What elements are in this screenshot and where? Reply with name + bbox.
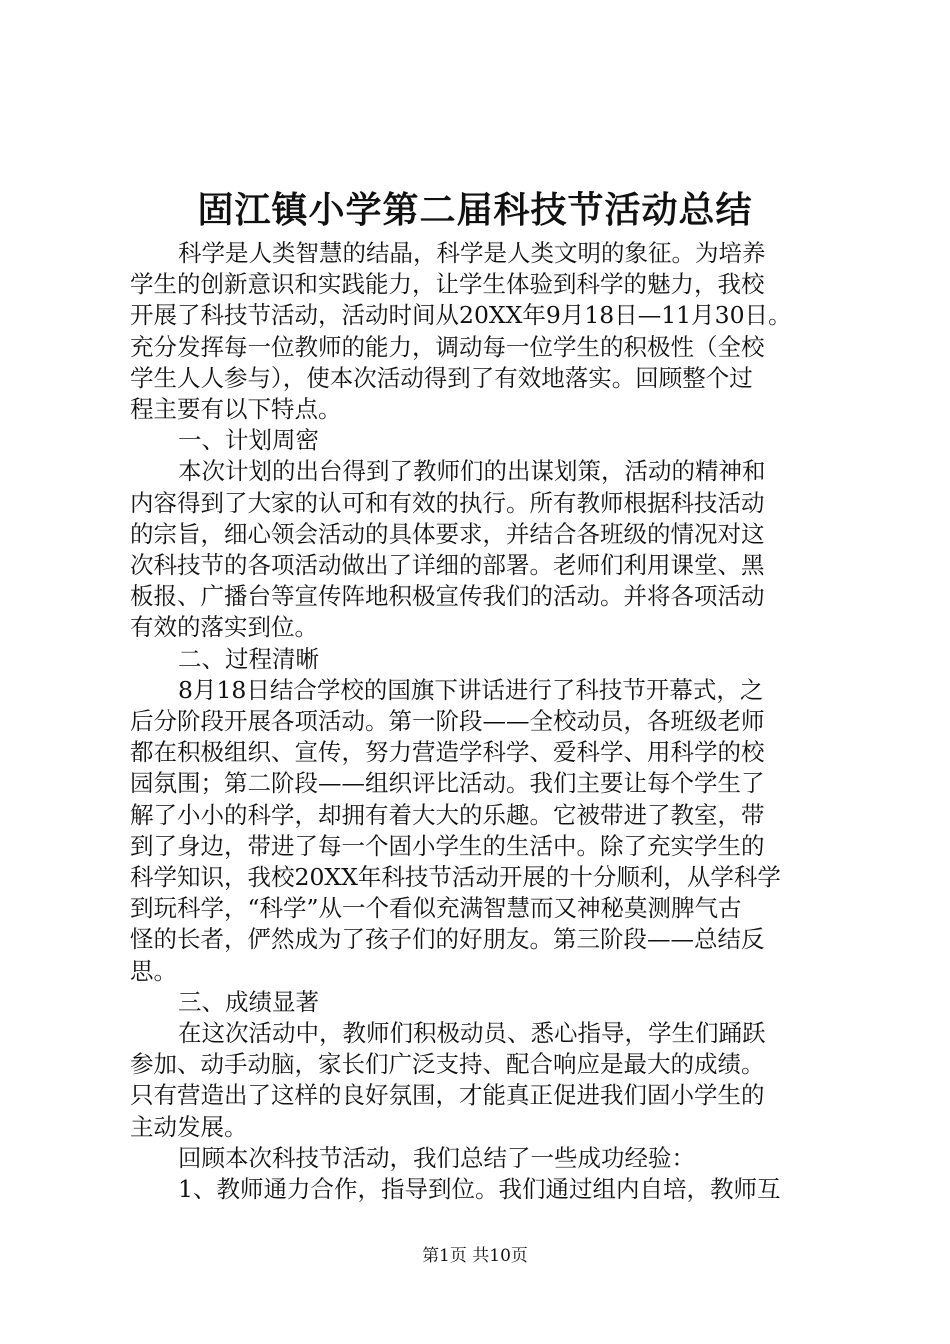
text-line: 开展了科技节活动，活动时间从20XX年9月18日—11月30日。 xyxy=(130,301,792,330)
text-line: 思。 xyxy=(130,956,177,985)
text-line: 的宗旨，细心领会活动的具体要求，并结合各班级的情况对这 xyxy=(130,519,765,548)
text-line: 怪的长者，俨然成为了孩子们的好朋友。第三阶段——总结反 xyxy=(130,925,765,954)
text-line: 解了小小的科学，却拥有着大大的乐趣。它被带进了教室，带 xyxy=(130,800,765,829)
text-line: 学生人人参与），使本次活动得到了有效地落实。回顾整个过 xyxy=(130,363,753,392)
text-line: 本次计划的出台得到了教师们的出谋划策，活动的精神和 xyxy=(178,457,766,486)
text-line: 内容得到了大家的认可和有效的执行。所有教师根据科技活动 xyxy=(130,488,765,517)
text-line: 后分阶段开展各项活动。第一阶段——全校动员，各班级老师 xyxy=(130,707,765,736)
text-line: 三、成绩显著 xyxy=(178,987,319,1016)
text-line: 到了身边，带进了每一个固小学生的生活中。除了充实学生的 xyxy=(130,831,765,860)
text-line: 科学是人类智慧的结晶，科学是人类文明的象征。为培养 xyxy=(178,239,766,267)
text-line: 园氛围；第二阶段——组织评比活动。我们主要让每个学生了 xyxy=(130,769,765,798)
text-line: 参加、动手动脑，家长们广泛支持、配合响应是最大的成绩。 xyxy=(130,1050,765,1079)
text-line: 程主要有以下特点。 xyxy=(130,395,342,424)
document-body xyxy=(130,238,842,1205)
text-line: 都在积极组织、宣传，努力营造学科学、爱科学、用科学的校 xyxy=(130,738,765,767)
text-line: 在这次活动中，教师们积极动员、悉心指导，学生们踊跃 xyxy=(178,1019,766,1048)
text-line: 二、过程清晰 xyxy=(178,644,319,673)
text-line: 充分发挥每一位教师的能力，调动每一位学生的积极性（全校 xyxy=(130,332,765,361)
text-line: 一、计划周密 xyxy=(178,426,319,455)
page-footer: 第1页 共10页 xyxy=(422,1246,528,1266)
text-line: 学生的创新意识和实践能力，让学生体验到科学的魅力，我校 xyxy=(130,270,765,299)
text-line: 次科技节的各项活动做出了详细的部署。老师们利用课堂、黑 xyxy=(130,551,765,580)
text-line: 板报、广播台等宣传阵地积极宣传我们的活动。并将各项活动 xyxy=(130,582,765,611)
text-line: 到玩科学，“科学”从一个看似充满智慧而又神秘莫测脾气古 xyxy=(130,894,742,923)
text-line: 只有营造出了这样的良好氛围，才能真正促进我们固小学生的 xyxy=(130,1081,765,1110)
document-title: 固江镇小学第二届科技节活动总结 xyxy=(197,189,753,231)
text-line: 主动发展。 xyxy=(130,1112,248,1141)
text-line: 回顾本次科技节活动，我们总结了一些成功经验： xyxy=(178,1143,695,1172)
text-line: 有效的落实到位。 xyxy=(130,613,318,642)
text-line: 8月18日结合学校的国旗下讲话进行了科技节开幕式，之 xyxy=(178,675,764,704)
text-line: 1、教师通力合作，指导到位。我们通过组内自培，教师互 xyxy=(178,1175,781,1204)
text-line: 科学知识，我校20XX年科技节活动开展的十分顺利，从学科学 xyxy=(130,863,781,892)
